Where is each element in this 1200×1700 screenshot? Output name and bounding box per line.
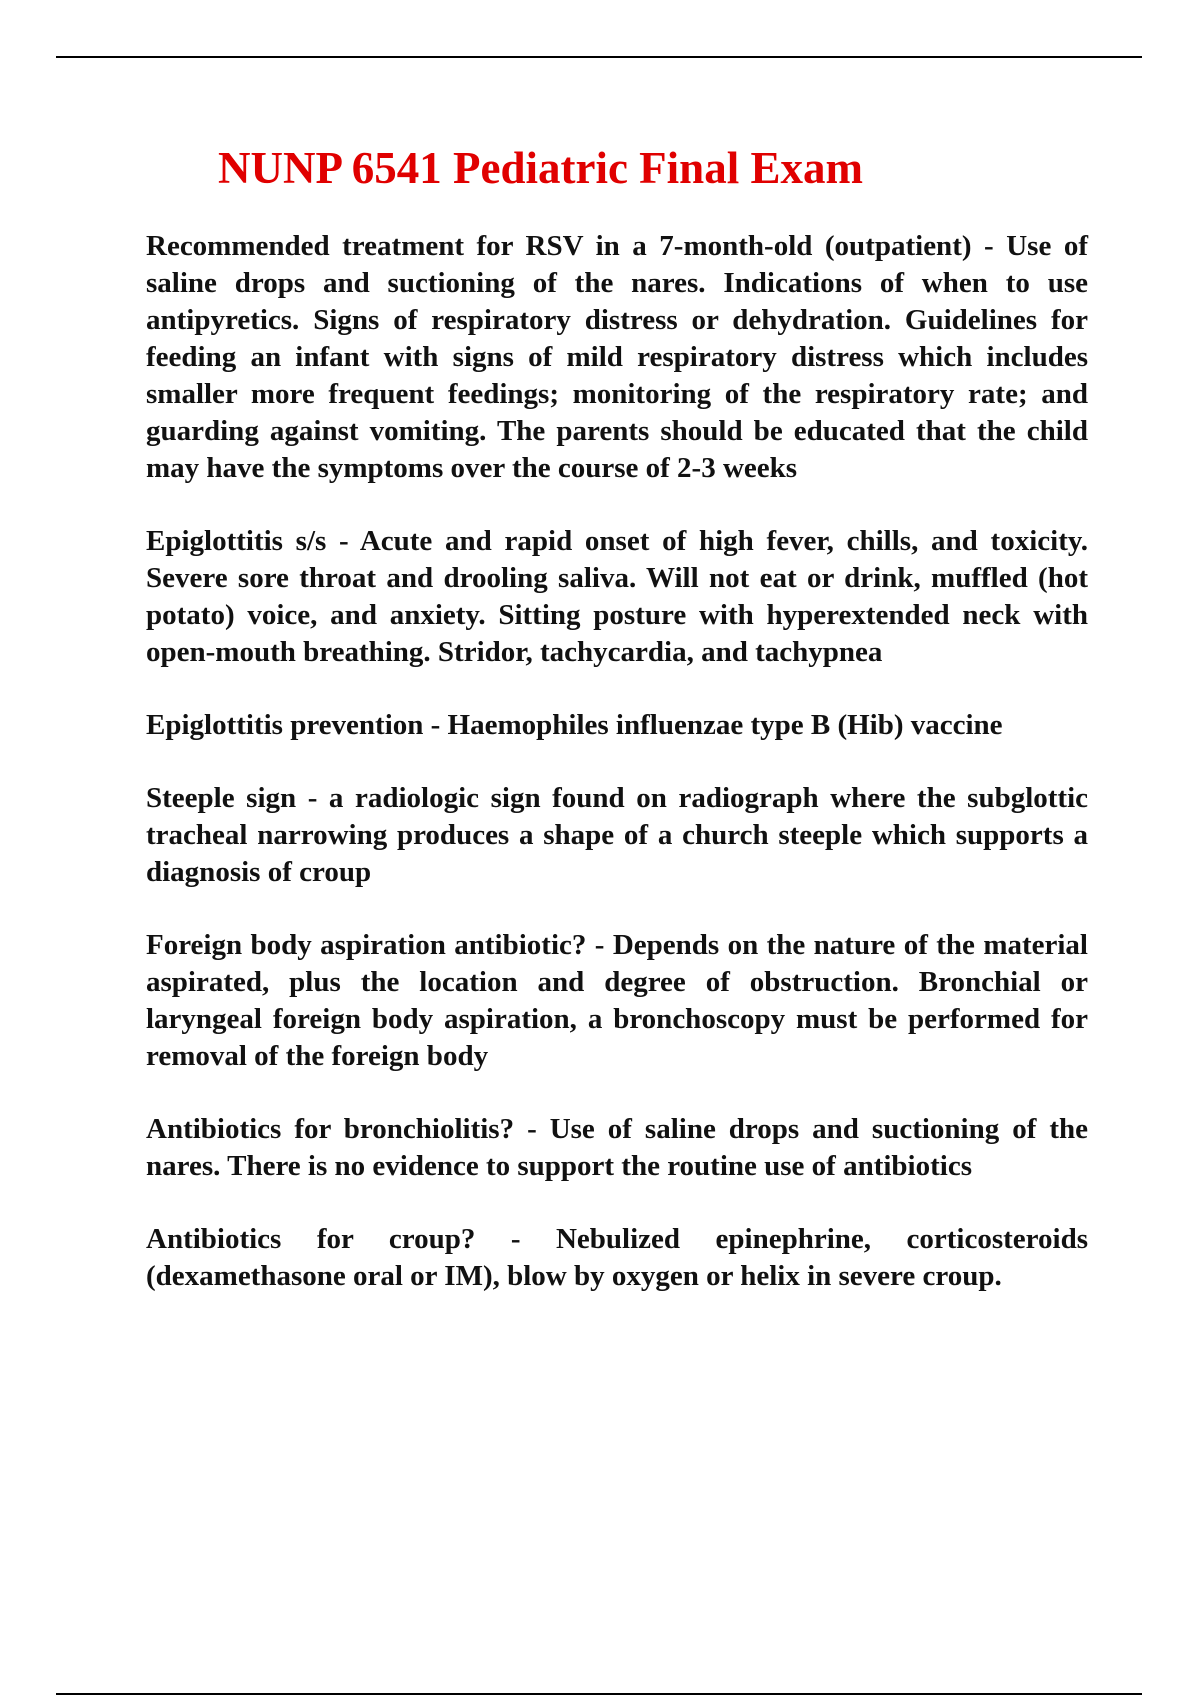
page-title: NUNP 6541 Pediatric Final Exam — [218, 143, 863, 193]
entry-foreign-body-aspiration: Foreign body aspiration antibiotic? - Depends on the nature of the material aspirated, plus the location and degree of obstruction. Bronchial or laryngeal foreign body aspiration, a bronchoscopy must be performed for removal of the foreign body — [146, 929, 1088, 1072]
entry-bronchiolitis-antibiotics: Antibiotics for bronchiolitis? - Use of saline drops and suctioning of the nares. There is no evidence to support the routine use of antibiotics — [146, 1113, 1088, 1182]
entry-epiglottitis-prevention: Epiglottitis prevention - Haemophiles influenzae type B (Hib) vaccine — [146, 709, 1003, 741]
entry-croup-antibiotics: Antibiotics for croup? - Nebulized epinephrine, corticosteroids (dexamethasone oral or IM), blow by oxygen or helix in severe croup. — [146, 1223, 1088, 1292]
bottom-rule — [56, 1693, 1142, 1695]
top-rule — [56, 56, 1142, 58]
entry-rsv-treatment: Recommended treatment for RSV in a 7-month-old (outpatient) - Use of saline drops and suctioning of the nares. Indications of when to use antipyretics. Signs of respiratory distress or dehydration. Guidelines for feeding an infant with signs of mild respiratory distress which includes smaller more frequent feedings; monitoring of the respiratory rate; and guarding against vomiting. The parents should be educated that the child may have the symptoms over the course of 2-3 weeks — [146, 230, 1088, 484]
document-body — [146, 228, 1088, 1331]
entry-steeple-sign: Steeple sign - a radiologic sign found on radiograph where the subglottic tracheal narrowing produces a shape of a church steeple which supports a diagnosis of croup — [146, 782, 1088, 888]
entry-epiglottitis-signs: Epiglottitis s/s - Acute and rapid onset of high fever, chills, and toxicity. Severe sore throat and drooling saliva. Will not eat or drink, muffled (hot potato) voice, and anxiety. Sitting posture with hyperextended neck with open-mouth breathing. Stridor, tachycardia, and tachypnea — [146, 525, 1088, 668]
